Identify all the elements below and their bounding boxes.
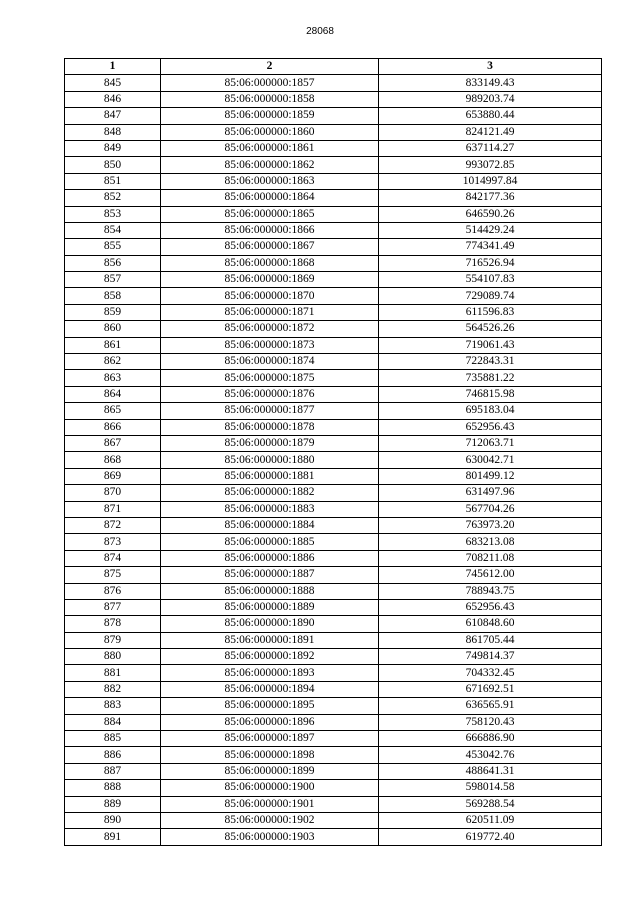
cadastral-number-cell: 85:06:000000:1902 — [161, 812, 379, 828]
table-row — [65, 157, 602, 173]
row-number-cell: 862 — [65, 354, 161, 370]
table-row — [65, 517, 602, 533]
row-number-cell: 868 — [65, 452, 161, 468]
value-cell: 722843.31 — [379, 354, 602, 370]
table-row — [65, 140, 602, 156]
value-cell: 666886.90 — [379, 731, 602, 747]
table-row — [65, 649, 602, 665]
row-number-cell: 890 — [65, 812, 161, 828]
cadastral-number-cell: 85:06:000000:1872 — [161, 321, 379, 337]
table-row — [65, 632, 602, 648]
table-row — [65, 763, 602, 779]
cadastral-number-cell: 85:06:000000:1889 — [161, 599, 379, 615]
row-number-cell: 872 — [65, 517, 161, 533]
table-row — [65, 731, 602, 747]
cadastral-number-cell: 85:06:000000:1890 — [161, 616, 379, 632]
row-number-cell: 847 — [65, 108, 161, 124]
row-number-cell: 865 — [65, 403, 161, 419]
row-number-cell: 882 — [65, 681, 161, 697]
value-cell: 514429.24 — [379, 222, 602, 238]
table-row — [65, 370, 602, 386]
value-cell: 993072.85 — [379, 157, 602, 173]
row-number-cell: 880 — [65, 649, 161, 665]
row-number-cell: 845 — [65, 75, 161, 91]
table-row — [65, 255, 602, 271]
row-number-cell: 867 — [65, 435, 161, 451]
cadastral-number-cell: 85:06:000000:1873 — [161, 337, 379, 353]
table-row — [65, 75, 602, 91]
column-header: 1 — [65, 59, 161, 75]
row-number-cell: 849 — [65, 140, 161, 156]
table-row — [65, 534, 602, 550]
table-row — [65, 321, 602, 337]
value-cell: 763973.20 — [379, 517, 602, 533]
row-number-cell: 855 — [65, 239, 161, 255]
row-number-cell: 886 — [65, 747, 161, 763]
cadastral-number-cell: 85:06:000000:1860 — [161, 124, 379, 140]
row-number-cell: 861 — [65, 337, 161, 353]
cadastral-number-cell: 85:06:000000:1892 — [161, 649, 379, 665]
cadastral-number-cell: 85:06:000000:1859 — [161, 108, 379, 124]
table-row — [65, 337, 602, 353]
row-number-cell: 891 — [65, 829, 161, 845]
table-row — [65, 665, 602, 681]
cadastral-number-cell: 85:06:000000:1899 — [161, 763, 379, 779]
row-number-cell: 885 — [65, 731, 161, 747]
value-cell: 758120.43 — [379, 714, 602, 730]
value-cell: 712063.71 — [379, 435, 602, 451]
table-row — [65, 288, 602, 304]
cadastral-number-cell: 85:06:000000:1879 — [161, 435, 379, 451]
table-row — [65, 698, 602, 714]
table-row — [65, 452, 602, 468]
row-number-cell: 860 — [65, 321, 161, 337]
value-cell: 453042.76 — [379, 747, 602, 763]
value-cell: 749814.37 — [379, 649, 602, 665]
row-number-cell: 856 — [65, 255, 161, 271]
cadastral-number-cell: 85:06:000000:1874 — [161, 354, 379, 370]
row-number-cell: 853 — [65, 206, 161, 222]
table-row — [65, 829, 602, 845]
row-number-cell: 889 — [65, 796, 161, 812]
value-cell: 833149.43 — [379, 75, 602, 91]
value-cell: 683213.08 — [379, 534, 602, 550]
row-number-cell: 876 — [65, 583, 161, 599]
cadastral-number-cell: 85:06:000000:1880 — [161, 452, 379, 468]
cadastral-number-cell: 85:06:000000:1896 — [161, 714, 379, 730]
table-row — [65, 190, 602, 206]
cadastral-number-cell: 85:06:000000:1882 — [161, 485, 379, 501]
table-row — [65, 780, 602, 796]
cadastral-number-cell: 85:06:000000:1869 — [161, 272, 379, 288]
table-row — [65, 796, 602, 812]
row-number-cell: 852 — [65, 190, 161, 206]
row-number-cell: 888 — [65, 780, 161, 796]
table-row — [65, 501, 602, 517]
value-cell: 861705.44 — [379, 632, 602, 648]
row-number-cell: 857 — [65, 272, 161, 288]
table-row — [65, 91, 602, 107]
table-row — [65, 304, 602, 320]
cadastral-number-cell: 85:06:000000:1865 — [161, 206, 379, 222]
row-number-cell: 870 — [65, 485, 161, 501]
cadastral-number-cell: 85:06:000000:1863 — [161, 173, 379, 189]
cadastral-number-cell: 85:06:000000:1883 — [161, 501, 379, 517]
row-number-cell: 869 — [65, 468, 161, 484]
value-cell: 1014997.84 — [379, 173, 602, 189]
page-number: 28068 — [306, 26, 334, 37]
value-cell: 637114.27 — [379, 140, 602, 156]
cadastral-number-cell: 85:06:000000:1898 — [161, 747, 379, 763]
table-row — [65, 747, 602, 763]
registry-table — [64, 58, 602, 846]
value-cell: 569288.54 — [379, 796, 602, 812]
value-cell: 746815.98 — [379, 386, 602, 402]
table-row — [65, 599, 602, 615]
column-header: 2 — [161, 59, 379, 75]
value-cell: 598014.58 — [379, 780, 602, 796]
value-cell: 620511.09 — [379, 812, 602, 828]
row-number-cell: 863 — [65, 370, 161, 386]
cadastral-number-cell: 85:06:000000:1877 — [161, 403, 379, 419]
header-row — [65, 59, 602, 75]
table-row — [65, 435, 602, 451]
value-cell: 652956.43 — [379, 599, 602, 615]
value-cell: 630042.71 — [379, 452, 602, 468]
table-row — [65, 272, 602, 288]
row-number-cell: 854 — [65, 222, 161, 238]
row-number-cell: 858 — [65, 288, 161, 304]
table-row — [65, 485, 602, 501]
cadastral-number-cell: 85:06:000000:1901 — [161, 796, 379, 812]
table-row — [65, 239, 602, 255]
table-row — [65, 583, 602, 599]
row-number-cell: 851 — [65, 173, 161, 189]
table-row — [65, 222, 602, 238]
value-cell: 488641.31 — [379, 763, 602, 779]
value-cell: 735881.22 — [379, 370, 602, 386]
table-row — [65, 468, 602, 484]
cadastral-number-cell: 85:06:000000:1903 — [161, 829, 379, 845]
cadastral-number-cell: 85:06:000000:1864 — [161, 190, 379, 206]
table-row — [65, 419, 602, 435]
value-cell: 801499.12 — [379, 468, 602, 484]
cadastral-number-cell: 85:06:000000:1861 — [161, 140, 379, 156]
value-cell: 631497.96 — [379, 485, 602, 501]
value-cell: 716526.94 — [379, 255, 602, 271]
cadastral-number-cell: 85:06:000000:1886 — [161, 550, 379, 566]
table-row — [65, 124, 602, 140]
value-cell: 652956.43 — [379, 419, 602, 435]
cadastral-number-cell: 85:06:000000:1900 — [161, 780, 379, 796]
row-number-cell: 846 — [65, 91, 161, 107]
cadastral-number-cell: 85:06:000000:1871 — [161, 304, 379, 320]
value-cell: 774341.49 — [379, 239, 602, 255]
cadastral-number-cell: 85:06:000000:1891 — [161, 632, 379, 648]
cadastral-number-cell: 85:06:000000:1893 — [161, 665, 379, 681]
value-cell: 671692.51 — [379, 681, 602, 697]
cadastral-number-cell: 85:06:000000:1885 — [161, 534, 379, 550]
value-cell: 704332.45 — [379, 665, 602, 681]
table-row — [65, 354, 602, 370]
cadastral-number-cell: 85:06:000000:1870 — [161, 288, 379, 304]
row-number-cell: 887 — [65, 763, 161, 779]
value-cell: 554107.83 — [379, 272, 602, 288]
row-number-cell: 864 — [65, 386, 161, 402]
value-cell: 646590.26 — [379, 206, 602, 222]
value-cell: 989203.74 — [379, 91, 602, 107]
table-row — [65, 714, 602, 730]
column-header: 3 — [379, 59, 602, 75]
cadastral-number-cell: 85:06:000000:1875 — [161, 370, 379, 386]
row-number-cell: 873 — [65, 534, 161, 550]
value-cell: 788943.75 — [379, 583, 602, 599]
row-number-cell: 883 — [65, 698, 161, 714]
value-cell: 729089.74 — [379, 288, 602, 304]
value-cell: 619772.40 — [379, 829, 602, 845]
row-number-cell: 884 — [65, 714, 161, 730]
row-number-cell: 875 — [65, 567, 161, 583]
value-cell: 567704.26 — [379, 501, 602, 517]
cadastral-number-cell: 85:06:000000:1857 — [161, 75, 379, 91]
value-cell: 708211.08 — [379, 550, 602, 566]
row-number-cell: 850 — [65, 157, 161, 173]
cadastral-number-cell: 85:06:000000:1866 — [161, 222, 379, 238]
value-cell: 611596.83 — [379, 304, 602, 320]
table-row — [65, 550, 602, 566]
cadastral-number-cell: 85:06:000000:1858 — [161, 91, 379, 107]
row-number-cell: 871 — [65, 501, 161, 517]
cadastral-number-cell: 85:06:000000:1862 — [161, 157, 379, 173]
row-number-cell: 881 — [65, 665, 161, 681]
table-body — [65, 75, 602, 845]
value-cell: 745612.00 — [379, 567, 602, 583]
value-cell: 564526.26 — [379, 321, 602, 337]
table-row — [65, 616, 602, 632]
table-row — [65, 812, 602, 828]
cadastral-number-cell: 85:06:000000:1868 — [161, 255, 379, 271]
value-cell: 610848.60 — [379, 616, 602, 632]
row-number-cell: 866 — [65, 419, 161, 435]
cadastral-number-cell: 85:06:000000:1887 — [161, 567, 379, 583]
cadastral-number-cell: 85:06:000000:1878 — [161, 419, 379, 435]
table-row — [65, 567, 602, 583]
value-cell: 636565.91 — [379, 698, 602, 714]
row-number-cell: 859 — [65, 304, 161, 320]
cadastral-number-cell: 85:06:000000:1894 — [161, 681, 379, 697]
row-number-cell: 879 — [65, 632, 161, 648]
table-row — [65, 386, 602, 402]
row-number-cell: 877 — [65, 599, 161, 615]
table-row — [65, 108, 602, 124]
table-row — [65, 403, 602, 419]
cadastral-number-cell: 85:06:000000:1884 — [161, 517, 379, 533]
value-cell: 824121.49 — [379, 124, 602, 140]
table-row — [65, 173, 602, 189]
value-cell: 695183.04 — [379, 403, 602, 419]
cadastral-number-cell: 85:06:000000:1876 — [161, 386, 379, 402]
row-number-cell: 874 — [65, 550, 161, 566]
table-row — [65, 206, 602, 222]
cadastral-number-cell: 85:06:000000:1888 — [161, 583, 379, 599]
row-number-cell: 848 — [65, 124, 161, 140]
value-cell: 653880.44 — [379, 108, 602, 124]
row-number-cell: 878 — [65, 616, 161, 632]
value-cell: 719061.43 — [379, 337, 602, 353]
value-cell: 842177.36 — [379, 190, 602, 206]
cadastral-number-cell: 85:06:000000:1897 — [161, 731, 379, 747]
table-row — [65, 681, 602, 697]
cadastral-number-cell: 85:06:000000:1895 — [161, 698, 379, 714]
cadastral-number-cell: 85:06:000000:1867 — [161, 239, 379, 255]
cadastral-number-cell: 85:06:000000:1881 — [161, 468, 379, 484]
